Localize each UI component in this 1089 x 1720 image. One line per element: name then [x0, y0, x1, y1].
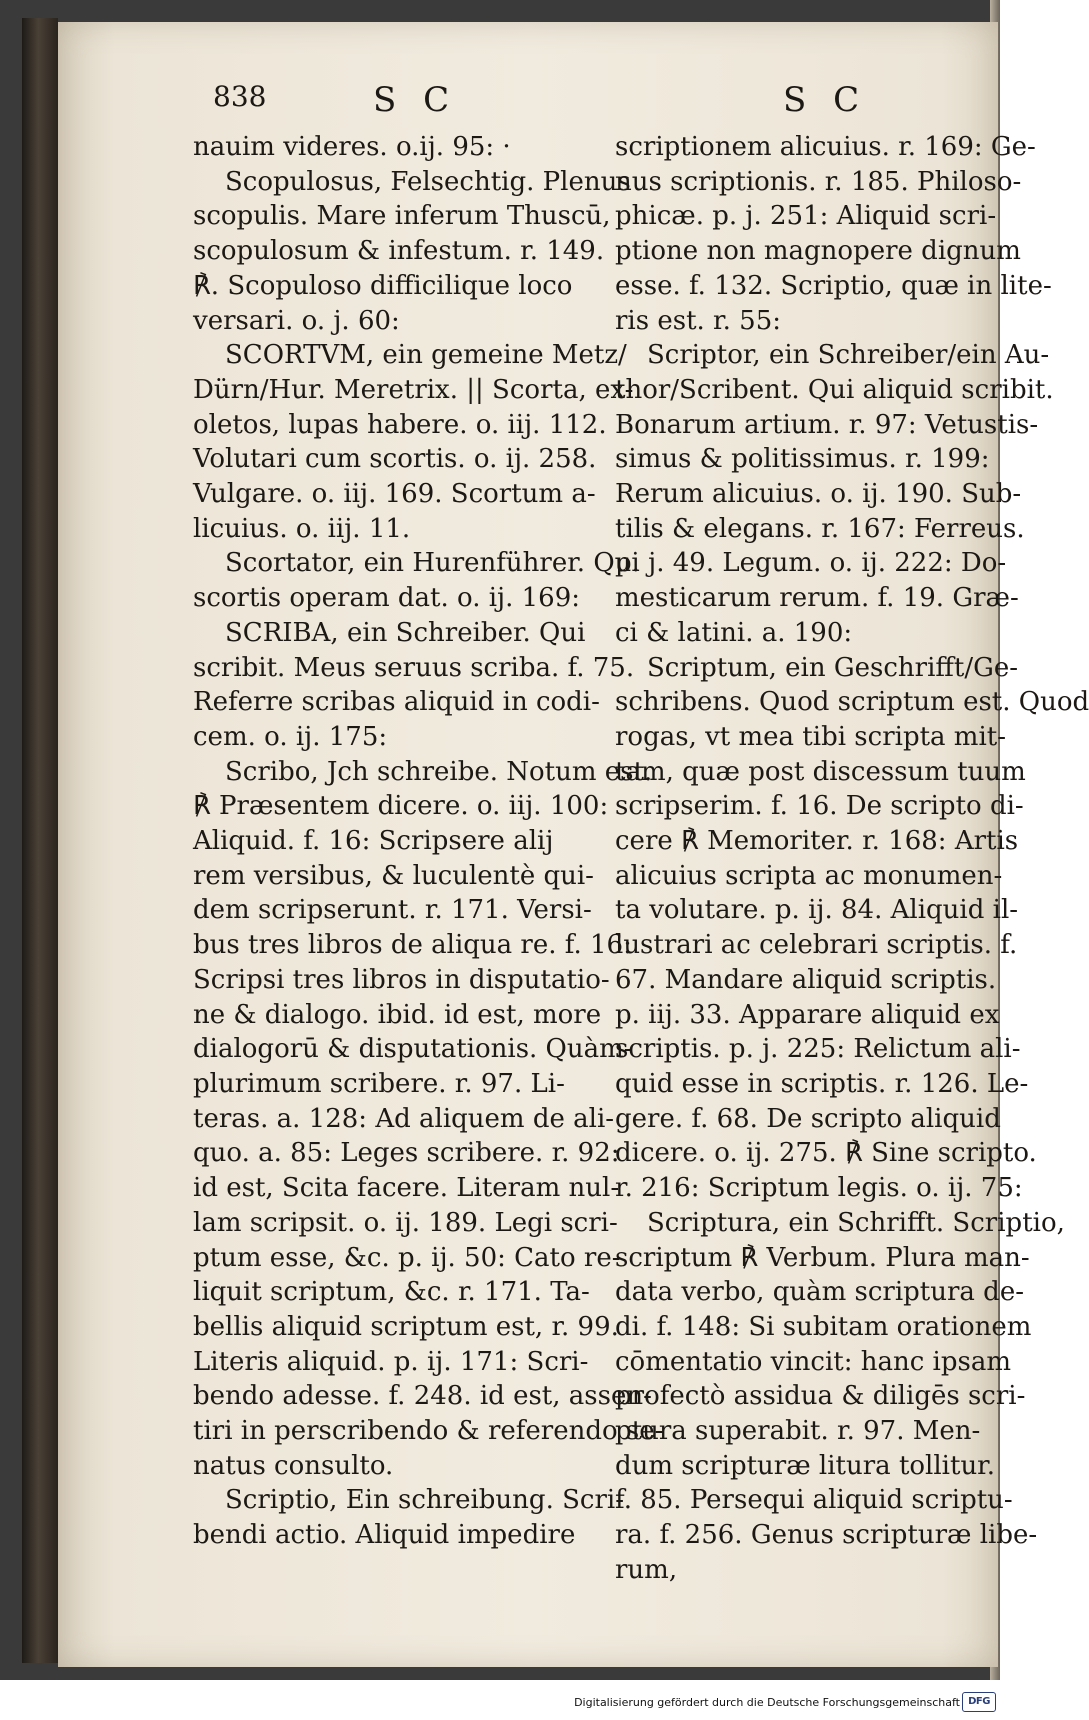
text-line: lam scripsit. o. ij. 189. Legi scri-	[193, 1207, 618, 1238]
text-line: ta volutare. p. ij. 84. Aliquid il-	[615, 895, 1019, 926]
text-line: rogas, vt mea tibi scripta mit-	[615, 721, 1007, 752]
text-line: ris est. r. 55:	[615, 305, 782, 336]
text-line: ℟. Scopuloso difficilique loco	[193, 270, 573, 301]
text-line: scribit. Meus seruus scriba. f. 75.	[193, 652, 635, 683]
text-line: SCRIBA, ein Schreiber. Qui	[225, 617, 586, 648]
text-line: SCORTVM, ein gemeine Metz/	[225, 340, 627, 371]
text-line: nauim videres. o.ij. 95: ·	[193, 132, 511, 162]
text-line: Volutari cum scortis. o. ij. 258.	[193, 444, 597, 475]
text-line: Scriptio, Ein schreibung. Scri-	[225, 1485, 625, 1516]
text-line: simus & politissimus. r. 199:	[615, 444, 990, 475]
text-line: dem scripserunt. r. 171. Versi-	[193, 895, 592, 926]
text-line: quid esse in scriptis. r. 126. Le-	[615, 1068, 1029, 1099]
text-line: Scriptor, ein Schreiber/ein Au-	[647, 340, 1050, 371]
text-line: Rerum alicuius. o. ij. 190. Sub-	[615, 479, 1022, 510]
text-line: f. 85. Persequi aliquid scriptu-	[615, 1485, 1013, 1516]
text-line: liquit scriptum, &c. r. 171. Ta-	[193, 1277, 590, 1308]
text-line: ci & latini. a. 190:	[615, 617, 853, 648]
text-line: scortis operam dat. o. ij. 169:	[193, 583, 581, 614]
text-line: scripserim. f. 16. De scripto di-	[615, 791, 1024, 822]
book-page	[58, 22, 1089, 1667]
text-line: tam, quæ post discessum tuum	[615, 756, 1026, 787]
text-line: Scortator, ein Hurenführer. Qui	[225, 548, 640, 579]
text-line: ra. f. 256. Genus scripturæ libe-	[615, 1520, 1038, 1551]
text-line: ptum esse, &c. p. ij. 50: Cato re-	[193, 1242, 621, 1273]
text-line: Dürn/Hur. Meretrix. || Scorta, ex-	[193, 374, 634, 405]
text-line: nus scriptionis. r. 185. Philoso-	[615, 166, 1022, 197]
text-line: Scopulosus, Felsechtig. Plenus	[225, 166, 631, 197]
text-line: data verbo, quàm scriptura de-	[615, 1277, 1024, 1308]
right-text-column	[615, 130, 1089, 1588]
text-line: licuius. o. iij. 11.	[193, 513, 411, 544]
footer-credit: Digitalisierung gefördert durch die Deutsche Forschungsgemeinschaft	[574, 1696, 960, 1709]
text-line: Scribo, Jch schreibe. Notum est.	[225, 756, 653, 787]
text-line: versari. o. j. 60:	[193, 305, 400, 336]
text-line: bendi actio. Aliquid impedire	[193, 1520, 576, 1551]
text-line: bellis aliquid scriptum est, r. 99.	[193, 1311, 619, 1342]
text-line: scriptionem alicuius. r. 169: Ge-	[615, 132, 1036, 162]
text-line: r. 216: Scriptum legis. o. ij. 75:	[615, 1173, 1023, 1204]
text-line: tilis & elegans. r. 167: Ferreus.	[615, 513, 1025, 544]
text-line: phicæ. p. j. 251: Aliquid scri-	[615, 201, 997, 232]
text-line: scriptis. p. j. 225: Relictum ali-	[615, 1034, 1021, 1065]
text-line: Vulgare. o. iij. 169. Scortum a-	[193, 479, 596, 510]
text-line: alicuius scripta ac monumen-	[615, 860, 1003, 891]
text-line: oletos, lupas habere. o. iij. 112.	[193, 409, 607, 440]
text-line: cem. o. ij. 175:	[193, 721, 388, 752]
text-line: Scriptum, ein Geschrifft/Ge-	[647, 652, 1019, 683]
text-line: teras. a. 128: Ad aliquem de ali-	[193, 1103, 615, 1134]
text-line: lustrari ac celebrari scriptis. f.	[615, 930, 1018, 961]
text-line: ptura superabit. r. 97. Men-	[615, 1416, 981, 1447]
text-line: bendo adesse. f. 248. id est, assen-	[193, 1381, 652, 1412]
text-line: dicere. o. ij. 275. ℟ Sine scripto.	[615, 1138, 1037, 1169]
text-line: scriptum ℟ Verbum. Plura man-	[615, 1242, 1030, 1273]
text-line: schribens. Quod scriptum est. Quod	[615, 687, 1089, 718]
text-line: Aliquid. f. 16: Scripsere alij	[193, 826, 554, 857]
book-spine	[22, 18, 58, 1663]
text-line: rem versibus, & luculentè qui-	[193, 860, 594, 891]
text-line: gere. f. 68. De scripto aliquid	[615, 1103, 1001, 1134]
text-line: p. iij. 33. Apparare aliquid ex	[615, 999, 1000, 1030]
text-line: 67. Mandare aliquid scriptis.	[615, 964, 997, 995]
text-line: scopulis. Mare inferum Thuscū,	[193, 201, 611, 232]
text-line: mesticarum rerum. f. 19. Græ-	[615, 583, 1019, 614]
text-line: Referre scribas aliquid in codi-	[193, 687, 600, 718]
header-left: S C	[373, 80, 458, 120]
text-line: ne & dialogo. ibid. id est, more	[193, 999, 602, 1030]
left-text-column	[193, 130, 664, 1553]
page-number: 838	[213, 80, 267, 113]
text-line: Bonarum artium. r. 97: Vetustis-	[615, 409, 1039, 440]
text-line: quo. a. 85: Leges scribere. r. 92:	[193, 1138, 620, 1169]
text-line: scopulosum & infestum. r. 149.	[193, 236, 605, 267]
text-line: natus consulto.	[193, 1450, 394, 1481]
text-line: di. f. 148: Si subitam orationem	[615, 1311, 1032, 1342]
running-header	[58, 80, 998, 126]
text-line: dum scripturæ litura tollitur.	[615, 1450, 996, 1481]
text-line: ℟ Præsentem dicere. o. iij. 100:	[193, 791, 609, 822]
text-line: Literis aliquid. p. ij. 171: Scri-	[193, 1346, 589, 1377]
text-line: dialogorū & disputationis. Quàm-	[193, 1034, 633, 1065]
text-line: plurimum scribere. r. 97. Li-	[193, 1068, 565, 1099]
text-line: cōmentatio vincit: hanc ipsam	[615, 1346, 1012, 1377]
text-line: bus tres libros de aliqua re. f. 16:	[193, 930, 632, 961]
text-line: Scripsi tres libros in disputatio-	[193, 964, 610, 995]
footer-bar	[0, 1680, 1000, 1720]
text-line: rum,	[615, 1554, 678, 1585]
header-right: S C	[783, 80, 868, 120]
text-line: Scriptura, ein Schrifft. Scriptio,	[647, 1207, 1065, 1238]
text-line: thor/Scribent. Qui aliquid scribit.	[615, 374, 1054, 405]
text-line: esse. f. 132. Scriptio, quæ in lite-	[615, 270, 1052, 301]
dfg-logo: DFG	[962, 1692, 996, 1712]
text-line: tiri in perscribendo & referendo se-	[193, 1416, 664, 1447]
text-line: id est, Scita facere. Literam nul-	[193, 1173, 620, 1204]
text-line: profectò assidua & diligēs scri-	[615, 1381, 1026, 1412]
text-line: cere ℟ Memoriter. r. 168: Artis	[615, 826, 1019, 857]
text-line: ptione non magnopere dignum	[615, 236, 1021, 267]
text-line: p. j. 49. Legum. o. ij. 222: Do-	[615, 548, 1007, 579]
